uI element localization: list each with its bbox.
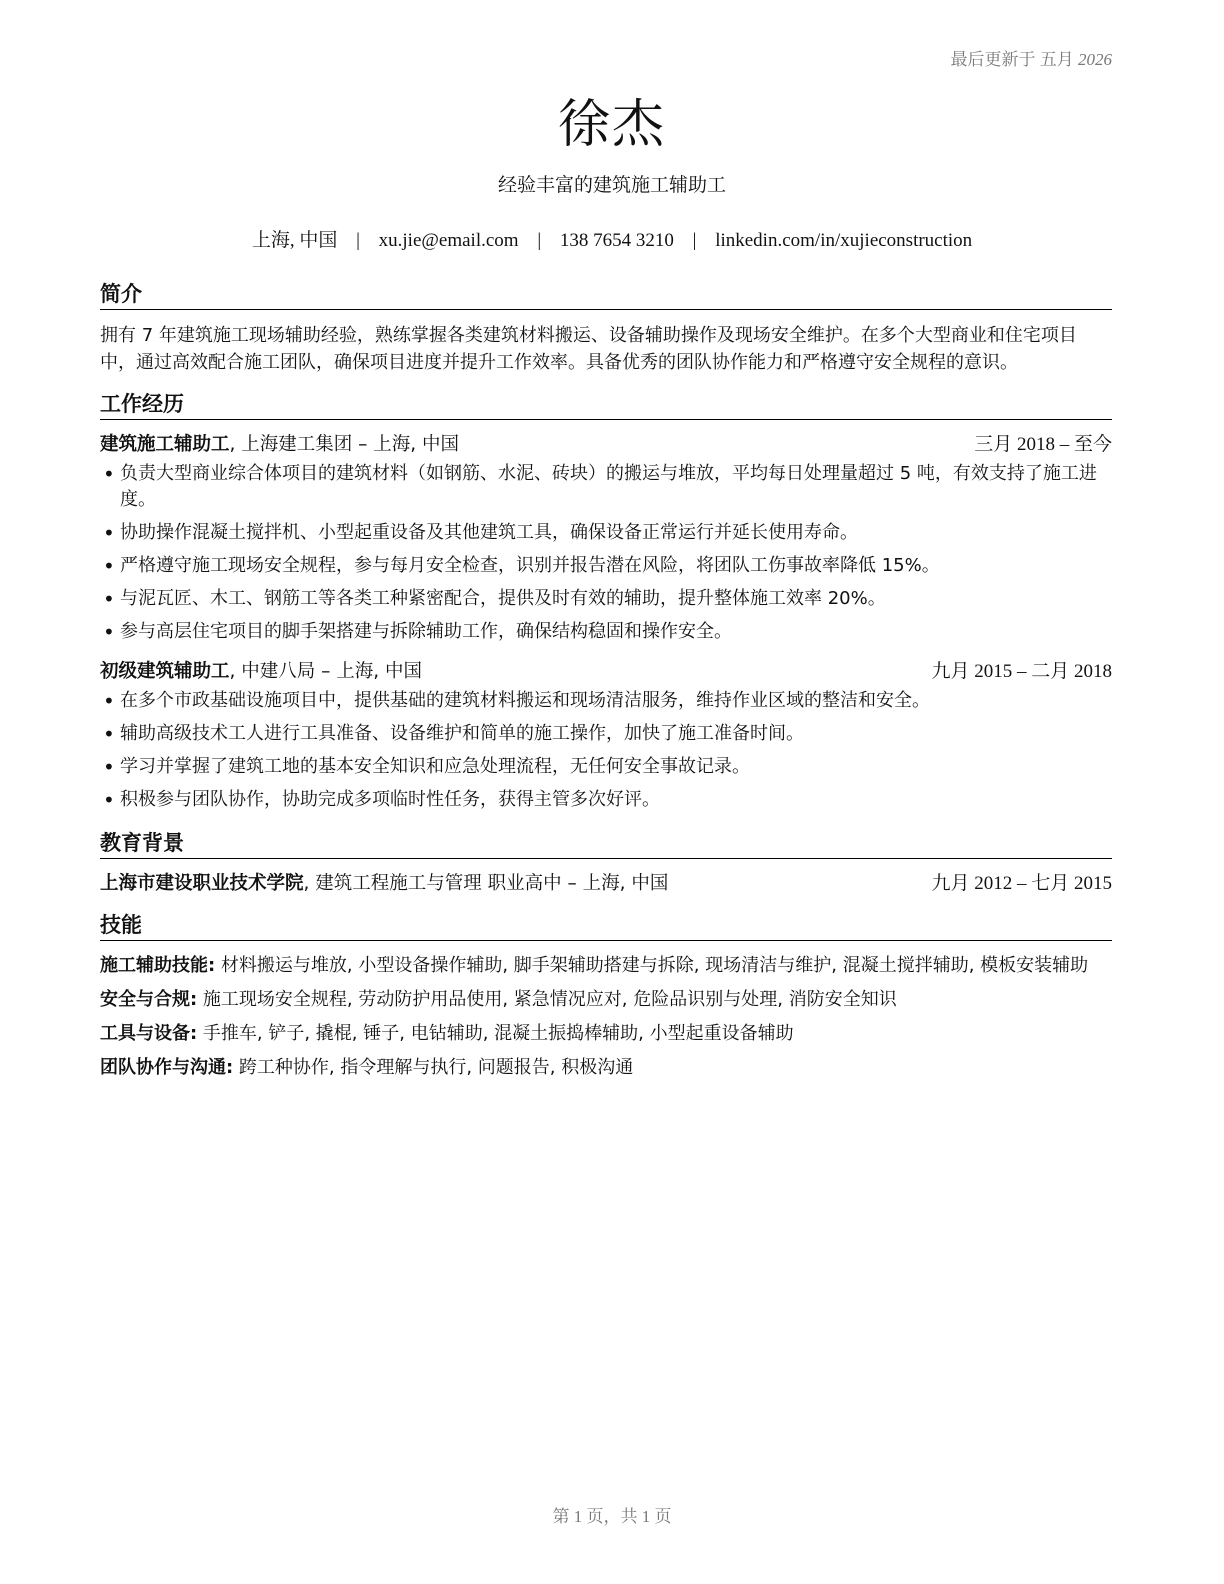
- education-heading: [100, 871, 668, 897]
- contact-line: [0, 225, 1224, 252]
- job-title: 建筑施工辅助工: [100, 434, 230, 455]
- summary-text: 拥有 7 年建筑施工现场辅助经验，熟练掌握各类建筑材料搬运、设备辅助操作及现场安全维护。在多个大型商业和住宅项目中，通过高效配合施工团队，确保项目进度并提升工作效率。具备优秀的团队协作能力和严格遵守安全规程的意识。: [100, 325, 1077, 373]
- job-employer: , 中建八局 – 上海, 中国: [229, 661, 423, 682]
- experience-section: [100, 388, 1112, 813]
- job-bullet: • 积极参与团队协作，协助完成多项临时性任务，获得主管多次好评。: [100, 787, 1112, 813]
- education-entry: [100, 871, 1112, 897]
- job-bullet: • 严格遵守施工现场安全规程，参与每月安全检查，识别并报告潜在风险，将团队工伤事故率降低 15%。: [100, 553, 1112, 579]
- job-header: [100, 659, 1112, 685]
- last-updated-label: 最后更新于 五月: [950, 50, 1074, 69]
- skill-text: 材料搬运与堆放, 小型设备操作辅助, 脚手架辅助搭建与拆除, 现场清洁与维护, 混凝土搅拌辅助, 模板安装辅助: [215, 955, 1089, 976]
- last-updated: [951, 45, 1113, 70]
- education-dates: 九月 2012 – 七月 2015: [931, 873, 1112, 894]
- skill-label: 团队协作与沟通:: [100, 1057, 234, 1078]
- job-bullet: • 在多个市政基础设施项目中，提供基础的建筑材料搬运和现场清洁服务，维持作业区域的整洁和安全。: [100, 688, 1112, 714]
- section-heading: 技能: [100, 909, 1112, 941]
- job-bullet: • 负责大型商业综合体项目的建筑材料（如钢筋、水泥、砖块）的搬运与堆放，平均每日处理量超过 5 吨，有效支持了施工进度。: [100, 461, 1112, 513]
- job-bullet: • 协助操作混凝土搅拌机、小型起重设备及其他建筑工具，确保设备正常运行并延长使用寿命。: [100, 520, 1112, 546]
- job-dates: 九月 2015 – 二月 2018: [931, 661, 1112, 682]
- skill-label: 工具与设备:: [100, 1023, 198, 1044]
- job-entry: [100, 432, 1112, 645]
- job-bullets: [100, 461, 1112, 645]
- job-bullet: • 参与高层住宅项目的脚手架搭建与拆除辅助工作，确保结构稳固和操作安全。: [100, 619, 1112, 645]
- skill-line: [100, 953, 1112, 979]
- section-heading: 简介: [100, 278, 1112, 310]
- job-bullet: • 与泥瓦匠、木工、钢筋工等各类工种紧密配合，提供及时有效的辅助，提升整体施工效率 20%。: [100, 586, 1112, 612]
- contact-location: 上海, 中国: [251, 230, 338, 251]
- contact-linkedin[interactable]: linkedin.com/in/xujieconstruction: [715, 230, 973, 251]
- contact-email[interactable]: xu.jie@email.com: [378, 230, 519, 251]
- skill-label: 施工辅助技能:: [100, 955, 216, 976]
- contact-phone: 138 7654 3210: [559, 230, 674, 251]
- job-bullets: [100, 688, 1112, 813]
- summary-section: [100, 278, 1112, 376]
- skill-text: 施工现场安全规程, 劳动防护用品使用, 紧急情况应对, 危险品识别与处理, 消防安全知识: [197, 989, 897, 1010]
- contact-separator: |: [692, 230, 697, 251]
- skills-section: [100, 909, 1112, 1081]
- skill-line: [100, 987, 1112, 1013]
- job-dates: 三月 2018 – 至今: [974, 434, 1112, 455]
- skill-text: 跨工种协作, 指令理解与执行, 问题报告, 积极沟通: [233, 1057, 634, 1078]
- section-heading: 教育背景: [100, 827, 1112, 859]
- skill-line: [100, 1021, 1112, 1047]
- resume-content: [100, 278, 1112, 1093]
- job-heading: [100, 432, 459, 458]
- job-employer: , 上海建工集团 – 上海, 中国: [229, 434, 460, 455]
- education-detail: , 建筑工程施工与管理 职业高中 – 上海, 中国: [303, 873, 669, 894]
- job-entry: [100, 659, 1112, 813]
- job-title: 初级建筑辅助工: [100, 661, 230, 682]
- job-bullet: • 辅助高级技术工人进行工具准备、设备维护和简单的施工操作，加快了施工准备时间。: [100, 721, 1112, 747]
- job-heading: [100, 659, 422, 685]
- page-number: 第 1 页，共 1 页: [552, 1507, 672, 1526]
- contact-separator: |: [356, 230, 360, 251]
- section-heading: 工作经历: [100, 388, 1112, 420]
- skill-text: 手推车, 铲子, 撬棍, 锤子, 电钻辅助, 混凝土振捣棒辅助, 小型起重设备辅助: [197, 1023, 794, 1044]
- candidate-name: 徐杰: [557, 95, 666, 155]
- job-header: [100, 432, 1112, 458]
- job-bullet: • 学习并掌握了建筑工地的基本安全知识和应急处理流程，无任何安全事故记录。: [100, 754, 1112, 780]
- education-section: [100, 827, 1112, 897]
- last-updated-year: 2026: [1078, 50, 1112, 69]
- skill-label: 安全与合规:: [100, 989, 198, 1010]
- candidate-tagline: 经验丰富的建筑施工辅助工: [497, 174, 726, 196]
- skill-line: [100, 1055, 1112, 1081]
- school-name: 上海市建设职业技术学院: [100, 873, 304, 894]
- contact-separator: |: [537, 230, 542, 251]
